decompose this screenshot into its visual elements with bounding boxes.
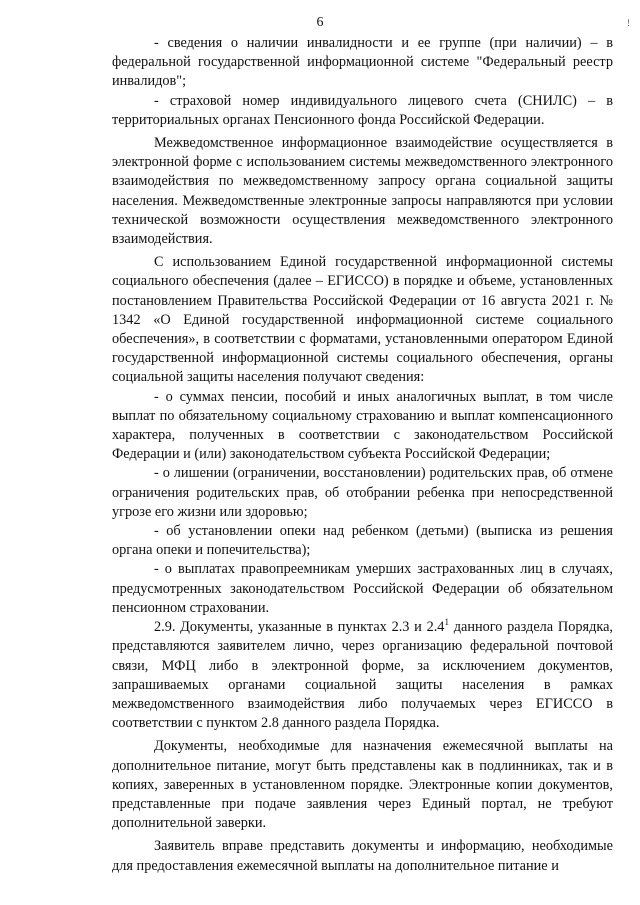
paragraph-guardianship: - об установлении опеки над ребенком (детьми) (выписка из решения органа опеки и попечительства); xyxy=(112,523,613,559)
paragraph-egisso: С использованием Единой государственной информационной системы социального обеспечения (далее – ЕГИССО) в порядке и объеме, установленных постановлением Правительства Российской Федерации от 16 августа 2021 г. № 1342 «О Единой государственной информационной системе социального обеспечения», в соответствии с форматами, установленными оператором Единой государственной информационной системы социального обеспечения, органы социальной защиты населения получают сведения: xyxy=(112,254,613,386)
paragraph-snils: - страховой номер индивидуального лицевого счета (СНИЛС) – в территориальных органах Пенсионного фонда Российской Федерации. xyxy=(112,92,613,128)
paragraph-disability-info: - сведения о наличии инвалидности и ее группе (при наличии) – в федеральной государственной информационной системе "Федеральный реестр инвалидов"; xyxy=(112,35,613,90)
paragraph-2-9 xyxy=(112,618,613,733)
paragraph-documents-copies: Документы, необходимые для назначения ежемесячной выплаты на дополнительное питание, могут быть представлены как в подлинниках, так и в копиях, заверенных в установленном порядке. Электронные копии документов, представленные при подаче заявления через Единый портал, не требуют дополнительной заверки. xyxy=(112,738,613,832)
paragraph-applicant-right: Заявитель вправе представить документы и информацию, необходимые для предоставления ежемесячной выплаты на дополнительное питание и xyxy=(112,838,613,874)
corner-mark: ! xyxy=(627,18,630,28)
document-body xyxy=(112,34,613,876)
page-number: 6 xyxy=(316,15,324,30)
paragraph-interagency-interaction: Межведомственное информационное взаимодействие осуществляется в электронной форме с использованием системы межведомственного электронного взаимодействия по межведомственному запросу органа социальной защиты населения. Межведомственные электронные запросы направляются при условии технической возможности осуществления межведомственного электронного взаимодействия. xyxy=(112,135,613,248)
paragraph-successor-payments: - о выплатах правопреемникам умерших застрахованных лиц в случаях, предусмотренных законодательством Российской Федерации об обязательном пенсионном страховании. xyxy=(112,561,613,616)
paragraph-pension-sums: - о суммах пенсии, пособий и иных аналогичных выплат, в том числе выплат по обязательному социальному страхованию и выплат компенсационного характера, полученных в соответствии с законодательством Российской Федерации и (или) законодательством субъекта Российской Федерации; xyxy=(112,388,613,463)
paragraph-parental-rights: - о лишении (ограничении, восстановлении) родительских прав, об отмене ограничения родительских прав, об отобрании ребенка при непосредственной угрозе его жизни или здоровью; xyxy=(112,465,613,520)
paragraph-2-9-start: 2.9. Документы, указанные в пунктах 2.3 и 2.4 xyxy=(154,619,445,636)
footnote-superscript: 1 xyxy=(444,617,449,628)
paragraph-2-9-rest: данного раздела Порядка, представляются заявителем лично, через организацию федеральной почтовой связи, МФЦ либо в электронной форме, за исключением документов, запрашиваемых органами социальной защиты населения в рамках межведомственного взаимодействия либо получаемых через ЕГИССО в соответствии с пунктом 2.8 данного раздела Порядка. xyxy=(112,619,614,732)
